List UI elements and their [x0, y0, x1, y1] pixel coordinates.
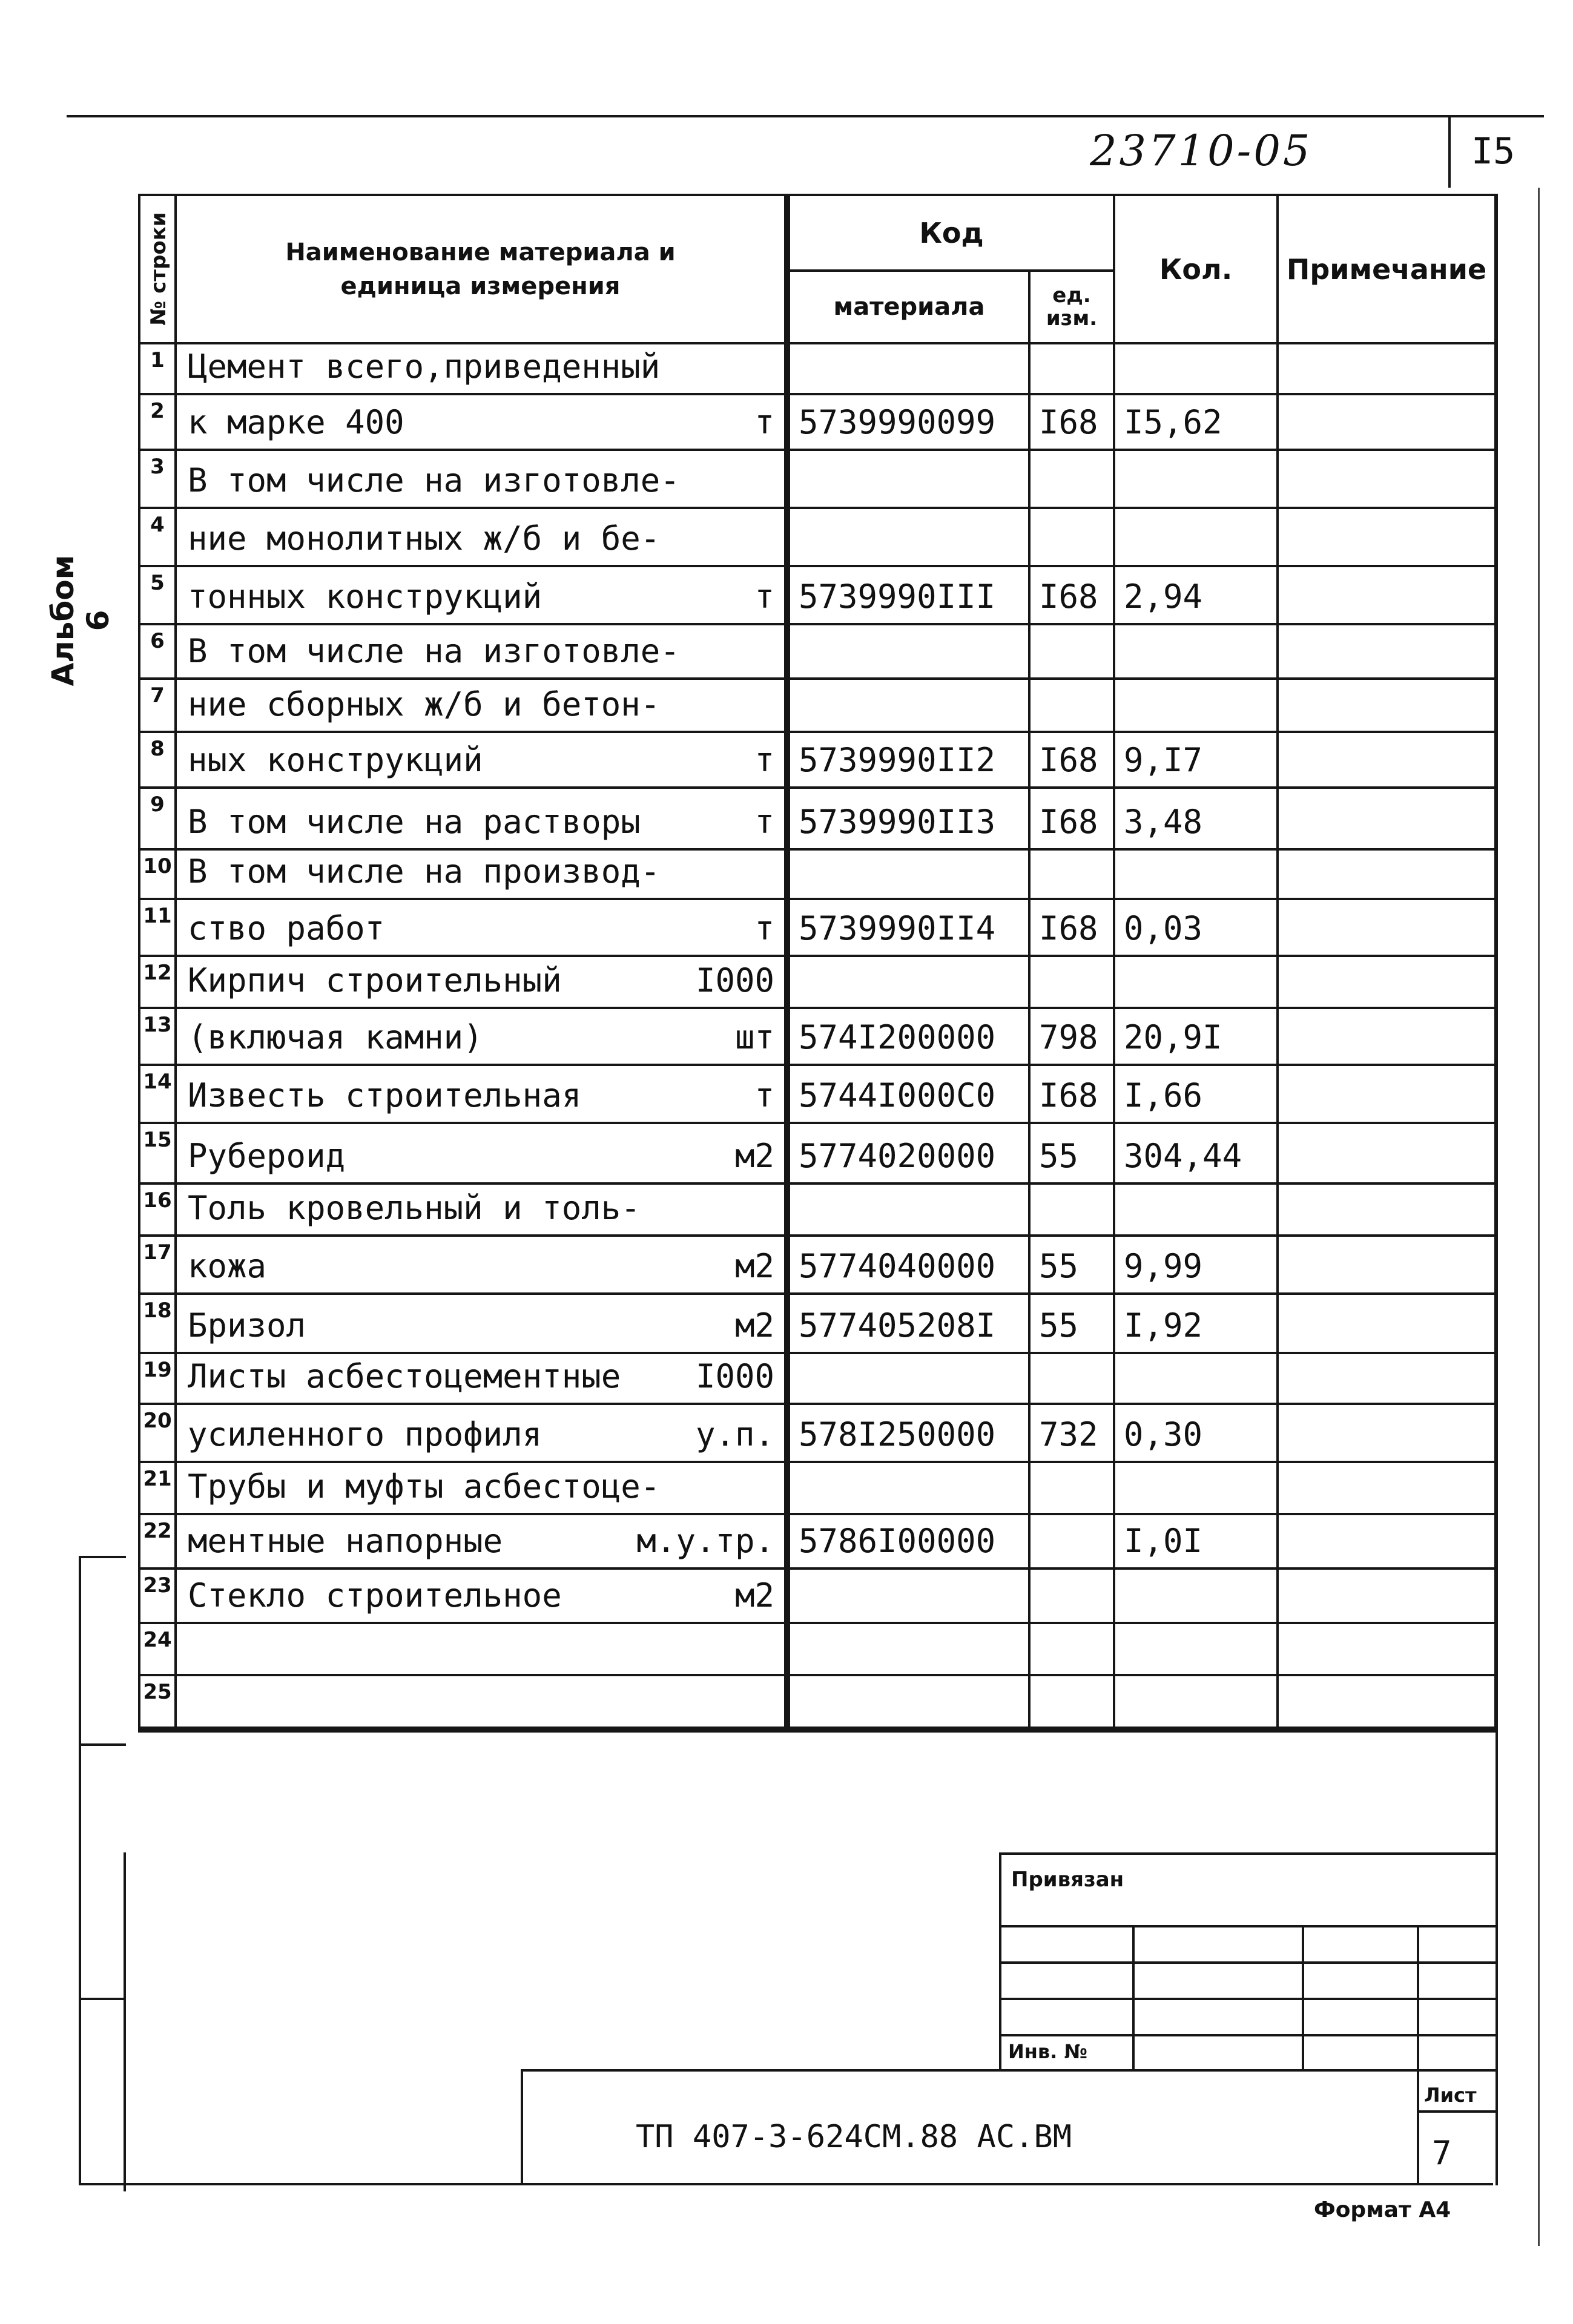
material-unit: т — [754, 741, 774, 779]
table-row — [139, 508, 1496, 566]
quantity — [1114, 450, 1278, 508]
table-row — [139, 732, 1496, 788]
material-unit: т — [754, 803, 774, 841]
table-row — [139, 679, 1496, 732]
quantity: I5,62 — [1114, 394, 1278, 450]
material-code — [787, 956, 1029, 1008]
material-code: 574I200000 — [787, 1008, 1029, 1065]
material-code — [787, 1462, 1029, 1514]
note-cell — [1278, 732, 1496, 788]
material-unit: м2 — [734, 1137, 774, 1175]
quantity: 20,9I — [1114, 1008, 1278, 1065]
row-number: 2 — [139, 394, 176, 450]
quantity: 2,94 — [1114, 566, 1278, 624]
stamp-top-line — [999, 1852, 1496, 1855]
row-number: 24 — [139, 1623, 176, 1675]
stamp-privyazan: Привязан — [1011, 1868, 1124, 1892]
left-stub-low — [79, 1998, 126, 2000]
stamp-line-1 — [999, 1925, 1496, 1927]
material-name-cell — [176, 1462, 787, 1514]
material-name-cell — [176, 1183, 787, 1236]
quantity — [1114, 1675, 1278, 1730]
unit-code: 798 — [1029, 1008, 1114, 1065]
quantity: 0,30 — [1114, 1404, 1278, 1462]
material-name: Известь строительная — [188, 1076, 582, 1114]
stamp-col-2 — [1302, 1925, 1304, 2070]
quantity — [1114, 956, 1278, 1008]
material-unit: I000 — [695, 961, 774, 999]
material-code: 5739990III — [787, 566, 1029, 624]
note-cell — [1278, 788, 1496, 849]
material-name: кожа — [188, 1247, 267, 1285]
sheet-number: 7 — [1432, 2134, 1452, 2172]
material-code — [787, 849, 1029, 899]
row-number: 7 — [139, 679, 176, 732]
stamp-col-1 — [1132, 1925, 1135, 2070]
note-cell — [1278, 624, 1496, 679]
row-number: 8 — [139, 732, 176, 788]
material-unit: шт — [734, 1018, 774, 1056]
table-row — [139, 1183, 1496, 1236]
header-code-unit: ед. изм. — [1029, 271, 1114, 343]
unit-code — [1029, 1514, 1114, 1569]
top-border — [67, 115, 1544, 117]
quantity — [1114, 679, 1278, 732]
note-cell — [1278, 1514, 1496, 1569]
quantity: 0,03 — [1114, 899, 1278, 956]
table-row — [139, 1123, 1496, 1183]
quantity: 304,44 — [1114, 1123, 1278, 1183]
note-cell — [1278, 1675, 1496, 1730]
note-cell — [1278, 1623, 1496, 1675]
row-number: 21 — [139, 1462, 176, 1514]
note-cell — [1278, 1404, 1496, 1462]
row-number: 20 — [139, 1404, 176, 1462]
note-cell — [1278, 1008, 1496, 1065]
quantity: 9,I7 — [1114, 732, 1278, 788]
material-name-cell — [176, 624, 787, 679]
table-row — [139, 899, 1496, 956]
material-name-cell — [176, 956, 787, 1008]
material-name: Трубы и муфты асбестоце- — [188, 1467, 661, 1506]
row-number: 14 — [139, 1065, 176, 1123]
material-code — [787, 1675, 1029, 1730]
page-number-box-left — [1448, 115, 1451, 188]
material-code — [787, 1183, 1029, 1236]
table-header-row — [139, 195, 1496, 271]
table-row — [139, 566, 1496, 624]
quantity: 3,48 — [1114, 788, 1278, 849]
note-cell — [1278, 1065, 1496, 1123]
unit-code — [1029, 1462, 1114, 1514]
quantity: 9,99 — [1114, 1236, 1278, 1294]
material-unit: т — [754, 578, 774, 616]
note-cell — [1278, 1236, 1496, 1294]
header-name — [176, 195, 787, 343]
table-row — [139, 1675, 1496, 1730]
unit-code — [1029, 508, 1114, 566]
header-code-material: материала — [787, 271, 1029, 343]
material-name: Толь кровельный и толь- — [188, 1189, 641, 1227]
material-name-cell — [176, 788, 787, 849]
header-quantity: Кол. — [1114, 195, 1278, 343]
material-name-cell — [176, 1675, 787, 1730]
material-name: В том числе на растворы — [188, 803, 641, 841]
unit-code: 732 — [1029, 1404, 1114, 1462]
quantity — [1114, 1462, 1278, 1514]
material-unit: м.у.тр. — [636, 1522, 774, 1560]
row-number: 13 — [139, 1008, 176, 1065]
material-name: В том числе на изготовле- — [188, 461, 680, 499]
bottom-frame-line — [79, 2183, 1493, 2185]
material-name: тонных конструкций — [188, 578, 542, 616]
material-code: 5739990099 — [787, 394, 1029, 450]
material-unit: м2 — [734, 1576, 774, 1615]
quantity — [1114, 343, 1278, 394]
stamp-line-2 — [999, 1961, 1496, 1964]
table-row — [139, 1236, 1496, 1294]
quantity — [1114, 1353, 1278, 1404]
note-cell — [1278, 956, 1496, 1008]
material-unit: у.п. — [695, 1415, 774, 1453]
row-number: 1 — [139, 343, 176, 394]
material-name: Цемент всего,приведенный — [188, 347, 661, 386]
format-label: Формат А4 — [1314, 2197, 1451, 2222]
material-unit: I000 — [695, 1357, 774, 1395]
note-cell — [1278, 394, 1496, 450]
row-number: 4 — [139, 508, 176, 566]
quantity — [1114, 508, 1278, 566]
material-code: 5739990II2 — [787, 732, 1029, 788]
note-cell — [1278, 1294, 1496, 1353]
material-name-cell — [176, 679, 787, 732]
row-number: 17 — [139, 1236, 176, 1294]
unit-code: I68 — [1029, 899, 1114, 956]
material-name: В том числе на изготовле- — [188, 632, 680, 670]
material-name: ние сборных ж/б и бетон- — [188, 685, 661, 723]
unit-code — [1029, 624, 1114, 679]
doc-code-left-line — [521, 2069, 523, 2184]
header-note: Примечание — [1278, 195, 1496, 343]
quantity — [1114, 624, 1278, 679]
quantity — [1114, 849, 1278, 899]
left-stub-mid — [79, 1743, 126, 1746]
table-row — [139, 1294, 1496, 1353]
header-name-line2: единица измерения — [340, 272, 621, 300]
note-cell — [1278, 566, 1496, 624]
material-name: ных конструкций — [188, 741, 483, 779]
material-code — [787, 1353, 1029, 1404]
material-unit: т — [754, 909, 774, 947]
table-row — [139, 1404, 1496, 1462]
unit-code — [1029, 1353, 1114, 1404]
material-name: к марке 400 — [188, 403, 404, 441]
header-code: Код — [787, 195, 1114, 271]
material-code — [787, 624, 1029, 679]
row-number: 11 — [139, 899, 176, 956]
note-cell — [1278, 1569, 1496, 1623]
table-row — [139, 394, 1496, 450]
sheet-label-line — [1417, 2110, 1496, 2113]
material-name-cell — [176, 1236, 787, 1294]
unit-code: 55 — [1029, 1294, 1114, 1353]
row-number: 25 — [139, 1675, 176, 1730]
quantity: I,0I — [1114, 1514, 1278, 1569]
material-code — [787, 1569, 1029, 1623]
table-row — [139, 1514, 1496, 1569]
material-name: Бризол — [188, 1306, 306, 1345]
note-cell — [1278, 1353, 1496, 1404]
left-stub-top — [79, 1556, 126, 1558]
table-row — [139, 343, 1496, 394]
material-name-cell — [176, 1294, 787, 1353]
material-code: 5774020000 — [787, 1123, 1029, 1183]
material-name: ство работ — [188, 909, 385, 947]
table-row — [139, 1008, 1496, 1065]
album-label-text: Альбом 6 — [45, 555, 116, 686]
quantity — [1114, 1569, 1278, 1623]
table-row — [139, 788, 1496, 849]
unit-code: I68 — [1029, 566, 1114, 624]
table-row — [139, 1462, 1496, 1514]
stamp-line-3 — [999, 1998, 1496, 2000]
unit-code — [1029, 679, 1114, 732]
table-row — [139, 956, 1496, 1008]
note-cell — [1278, 1462, 1496, 1514]
unit-code: I68 — [1029, 394, 1114, 450]
page-number: I5 — [1471, 130, 1515, 173]
material-name-cell — [176, 1353, 787, 1404]
unit-code — [1029, 1569, 1114, 1623]
material-unit: м2 — [734, 1247, 774, 1285]
material-code — [787, 1623, 1029, 1675]
note-cell — [1278, 899, 1496, 956]
stamp-line-4 — [999, 2034, 1496, 2036]
row-number: 9 — [139, 788, 176, 849]
table-row — [139, 849, 1496, 899]
doc-code-top-line — [521, 2069, 1496, 2072]
unit-code — [1029, 1623, 1114, 1675]
row-number: 10 — [139, 849, 176, 899]
material-code: 5786I00000 — [787, 1514, 1029, 1569]
material-name-cell — [176, 899, 787, 956]
unit-code: I68 — [1029, 732, 1114, 788]
table-row — [139, 1569, 1496, 1623]
row-number: 23 — [139, 1569, 176, 1623]
row-number: 18 — [139, 1294, 176, 1353]
material-name: Стекло строительное — [188, 1576, 562, 1615]
header-name-line1: Наименование материала и — [285, 238, 676, 266]
material-name: ментные напорные — [188, 1522, 503, 1560]
header-row-number — [139, 195, 176, 343]
row-number: 3 — [139, 450, 176, 508]
note-cell — [1278, 343, 1496, 394]
left-frame-line — [124, 1852, 126, 2191]
quantity — [1114, 1623, 1278, 1675]
material-code: 5744I000C0 — [787, 1065, 1029, 1123]
material-name-cell — [176, 508, 787, 566]
material-name-cell — [176, 732, 787, 788]
stamp-col-3 — [1417, 1925, 1419, 2185]
material-code — [787, 343, 1029, 394]
materials-table — [138, 194, 1497, 1733]
material-name-cell — [176, 1514, 787, 1569]
material-name-cell — [176, 394, 787, 450]
material-name-cell — [176, 566, 787, 624]
material-code — [787, 508, 1029, 566]
material-name: Кирпич строительный — [188, 961, 562, 999]
material-name: усиленного профиля — [188, 1415, 542, 1453]
material-name: В том числе на производ- — [188, 852, 661, 890]
material-code: 577405208I — [787, 1294, 1029, 1353]
table-row — [139, 450, 1496, 508]
material-code — [787, 450, 1029, 508]
table-row — [139, 1065, 1496, 1123]
material-name-cell — [176, 1065, 787, 1123]
unit-code — [1029, 956, 1114, 1008]
unit-code — [1029, 849, 1114, 899]
unit-code: 55 — [1029, 1123, 1114, 1183]
row-number: 5 — [139, 566, 176, 624]
material-name-cell — [176, 1569, 787, 1623]
unit-code — [1029, 450, 1114, 508]
unit-code — [1029, 343, 1114, 394]
document-code: ТП 407-3-624СМ.88 АС.ВМ — [636, 2119, 1072, 2155]
material-name-cell — [176, 450, 787, 508]
table-row — [139, 624, 1496, 679]
unit-code — [1029, 1675, 1114, 1730]
row-number: 12 — [139, 956, 176, 1008]
left-stub-vertical — [79, 1556, 81, 2185]
material-code — [787, 679, 1029, 732]
material-code: 5739990II4 — [787, 899, 1029, 956]
quantity — [1114, 1183, 1278, 1236]
material-unit: м2 — [734, 1306, 774, 1345]
material-name: (включая камни) — [188, 1018, 483, 1056]
quantity: I,66 — [1114, 1065, 1278, 1123]
right-outer-line — [1538, 188, 1540, 2246]
album-label — [45, 542, 116, 699]
material-name-cell — [176, 1404, 787, 1462]
row-number: 19 — [139, 1353, 176, 1404]
sheet-label: Лист — [1424, 2084, 1477, 2107]
table-row — [139, 1353, 1496, 1404]
note-cell — [1278, 508, 1496, 566]
row-number: 16 — [139, 1183, 176, 1236]
note-cell — [1278, 1183, 1496, 1236]
material-name-cell — [176, 1123, 787, 1183]
material-name-cell — [176, 849, 787, 899]
note-cell — [1278, 1123, 1496, 1183]
table-row — [139, 1623, 1496, 1675]
archive-number: 23710-05 — [1090, 126, 1313, 176]
material-name: Рубероид — [188, 1137, 346, 1175]
unit-code: I68 — [1029, 788, 1114, 849]
material-unit: т — [754, 1076, 774, 1114]
material-name-cell — [176, 1623, 787, 1675]
material-unit: т — [754, 403, 774, 441]
row-number: 6 — [139, 624, 176, 679]
material-name: ние монолитных ж/б и бе- — [188, 519, 661, 558]
material-code: 5774040000 — [787, 1236, 1029, 1294]
unit-code: 55 — [1029, 1236, 1114, 1294]
row-number: 22 — [139, 1514, 176, 1569]
material-name-cell — [176, 343, 787, 394]
material-code: 5739990II3 — [787, 788, 1029, 849]
row-number: 15 — [139, 1123, 176, 1183]
note-cell — [1278, 849, 1496, 899]
note-cell — [1278, 450, 1496, 508]
material-name-cell — [176, 1008, 787, 1065]
quantity: I,92 — [1114, 1294, 1278, 1353]
unit-code — [1029, 1183, 1114, 1236]
material-code: 578I250000 — [787, 1404, 1029, 1462]
material-name: Листы асбестоцементные — [188, 1357, 621, 1395]
stamp-inv-no: Инв. № — [1008, 2040, 1087, 2063]
unit-code: I68 — [1029, 1065, 1114, 1123]
note-cell — [1278, 679, 1496, 732]
header-row-number-text: № строки — [147, 212, 171, 326]
